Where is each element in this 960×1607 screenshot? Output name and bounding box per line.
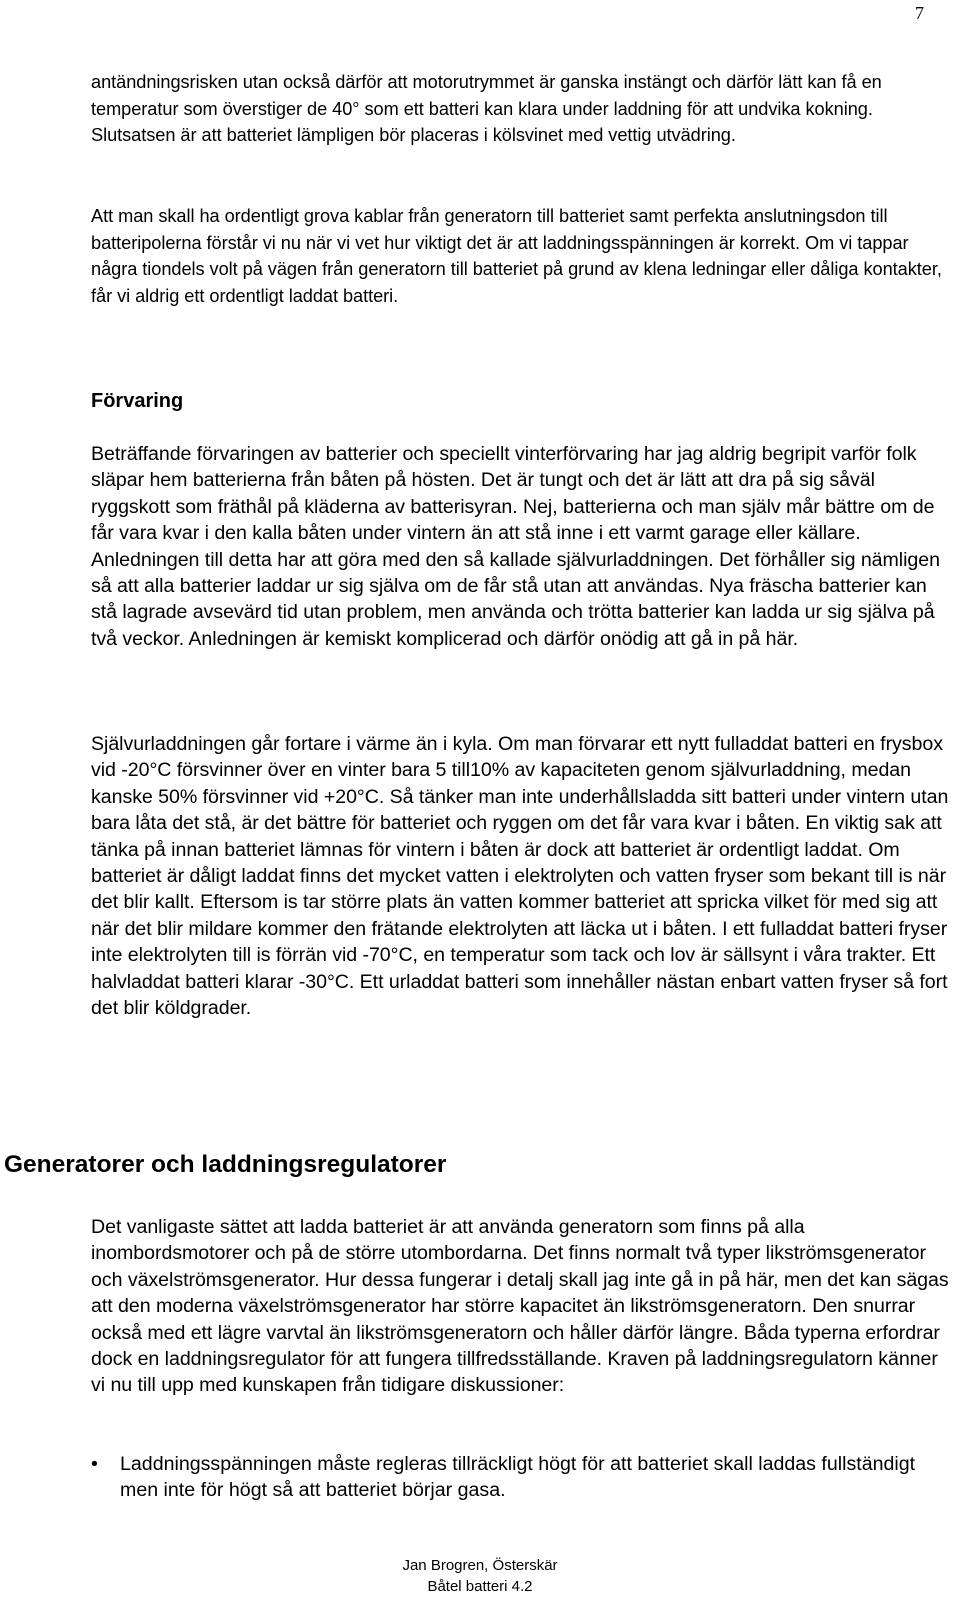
footer-author: Jan Brogren, Österskär (402, 1557, 558, 1574)
paragraph-intro-continuation: antändningsrisken utan också därför att motorutrymmet är ganska instängt och därför lätt kan få en temperatur som överstiger de 40° som ett batteri kan klara under laddning för att undvika kokning. Slutsatsen är att batteriet lämpligen bör placeras i kölsvinet med vettig utvädring. (91, 72, 882, 146)
paragraph-storage: Beträffande förvaringen av batterier och speciellt vinterförvaring har jag aldrig begripit varför folk släpar hem batterierna från båten på hösten. Det är tungt och det är lätt att dra på sig såväl ryggskott som fräthål på kläderna av batterisyran. Nej, batterierna och man själv mår bättre om de får vara kvar i den kalla båten under vintern än att stå inne i ett varmt garage eller källare. Anledningen till detta har att göra med den så kallade självurladdningen. Det förhåller sig nämligen så att alla batterier laddar ur sig själva om de får stå utan att användas. Nya fräscha batterier kan stå lagrade avsevärd tid utan problem, men använda och trötta batterier kan ladda ur sig själva på två veckor. Anledningen är kemiskt komplicerad och därför onödig att gå in på här. (91, 443, 940, 650)
paragraph-cables: Att man skall ha ordentligt grova kablar från generatorn till batteriet samt perfekta anslutningsdon till batteripolerna förstår vi nu när vi vet hur viktigt det är att laddningsspänningen är korrekt. Om vi tappar några tiondels volt på vägen från generatorn till batteriet på grund av klena ledningar eller dåliga kontakter, får vi aldrig ett ordentligt laddat batteri. (91, 206, 942, 306)
heading-generators: Generatorer och laddningsregulatorer (4, 1151, 447, 1178)
subheading-forvaring: Förvaring (91, 390, 184, 412)
paragraph-self-discharge: Självurladdningen går fortare i värme än i kyla. Om man förvarar ett nytt fulladdat batteri en frysbox vid -20°C försvinner över en vinter bara 5 till10% av kapaciteten genom självurladdning, medan kanske 50% försvinner vid +20°C. Så tänker man inte underhållsladda sitt batteri under vintern utan bara låta det stå, är det bättre för batteriet och ryggen om det får vara kvar i båten. En viktig sak att tänka på innan batteriet lämnas för vintern i båten är dock att batteriet är ordentligt laddat. Om batteriet är dåligt laddat finns det mycket vatten i elektrolyten och vatten fryser som bekant till is när det blir kallt. Eftersom is tar större plats än vatten kommer batteriet att spricka vilket för med sig att när det blir mildare kommer den frätande elektrolyten att läcka ut i båten. I ett fulladdat batteri fryser inte elektrolyten till is förrän vid -70°C, en temperatur som tack och lov är sällsynt i våra trakter. Ett halvladdat batteri klarar -30°C. Ett urladdat batteri som innehåller nästan enbart vatten fryser så fort det blir köldgrader. (91, 733, 949, 1020)
bullet-text: Laddningsspänningen måste regleras tillräckligt högt för att batteriet skall laddas fullständigt men inte för högt så att batteriet börjar gasa. (120, 1453, 916, 1502)
footer-document-title: Båtel batteri 4.2 (427, 1578, 533, 1595)
bullet-marker: • (91, 1453, 98, 1475)
page-number: 7 (915, 3, 924, 23)
paragraph-generators: Det vanligaste sättet att ladda batteriet är att använda generatorn som finns på alla inombordsmotorer och på de större utombordarna. Det finns normalt två typer likströmsgenerator och växelströmsgenerator. Hur dessa fungerar i detalj skall jag inte gå in på här, men det kan sägas att den moderna växelströmsgenerator har större kapacitet än likströmsgeneratorn. Den snurrar också med ett lägre varvtal än likströmsgeneratorn och håller därför längre. Båda typerna erfordrar dock en laddningsregulator för att fungera tillfredsställande. Kraven på laddningsregulatorn känner vi nu till upp med kunskapen från tidigare diskussioner: (91, 1216, 949, 1397)
